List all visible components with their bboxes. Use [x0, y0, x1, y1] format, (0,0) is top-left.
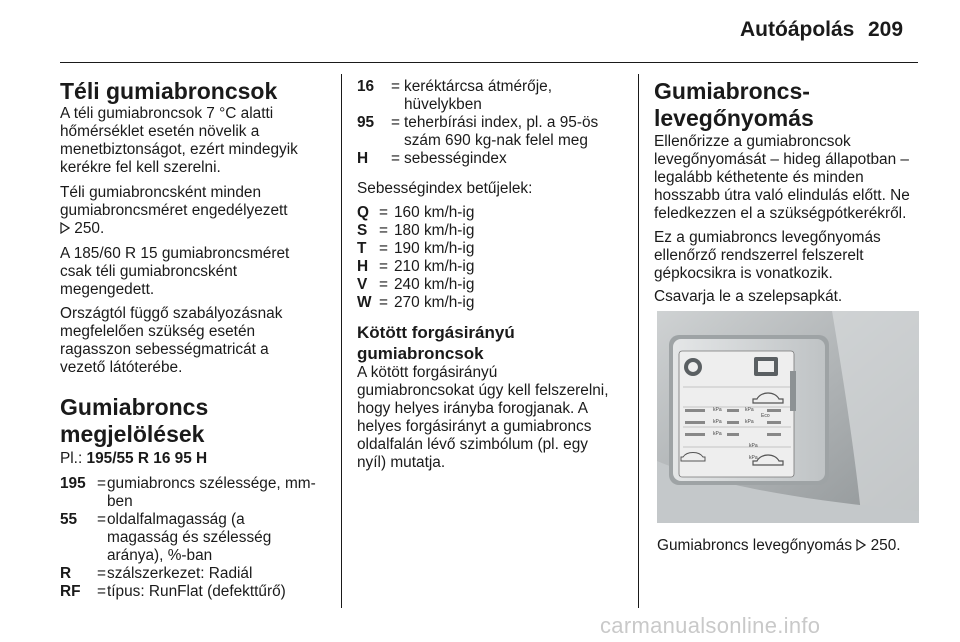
definition-equals: =	[391, 78, 400, 95]
speed-equals: =	[379, 204, 388, 221]
text-line: hüvelykben	[404, 96, 482, 113]
text-line: levegőnyomását – hideg állapotban –	[654, 151, 909, 168]
text-line: ellenőrző rendszerrel felszerelt	[654, 247, 864, 264]
speed-key: T	[357, 240, 367, 257]
text-line: menetbiztonságot, ezért mindegyik	[60, 141, 298, 158]
speed-equals: =	[379, 258, 388, 275]
label-eco: Eco	[761, 413, 770, 419]
page-reference[interactable]	[856, 537, 900, 554]
definition-equals: =	[97, 565, 106, 582]
text-line: legalább kéthetente és minden	[654, 169, 864, 186]
text-line: ben	[107, 493, 133, 510]
definition-key: R	[60, 565, 72, 582]
paragraph-winter-4	[60, 305, 282, 377]
text-line: megengedett.	[60, 281, 155, 298]
label-unit: kPa	[745, 407, 754, 413]
ref-triangle-icon	[60, 222, 70, 234]
speed-key: H	[357, 258, 369, 275]
page-number: 209	[868, 18, 904, 41]
running-header-title: Autóápolás	[740, 18, 855, 41]
paragraph-winter-2	[60, 184, 288, 238]
heading-winter-tyres: Téli gumiabroncsok	[60, 78, 278, 104]
reference-page: 250.	[74, 220, 105, 237]
text-line: kerékre fel kell szerelni.	[60, 159, 221, 176]
heading-line: Gumiabroncs-	[654, 78, 810, 104]
speed-equals: =	[379, 276, 388, 293]
text-line: szálszerkezet: Radiál	[107, 565, 253, 582]
definition-value	[404, 78, 634, 114]
speed-equals: =	[379, 294, 388, 311]
heading-line: megjelölések	[60, 421, 205, 447]
speed-value: 160 km/h-ig	[394, 204, 475, 221]
definition-equals: =	[391, 114, 400, 131]
label-unit: kPa	[745, 419, 754, 425]
example-value: 195/55 R 16 95 H	[86, 450, 208, 467]
speed-value: 210 km/h-ig	[394, 258, 475, 275]
text-line: sebességindex	[404, 150, 507, 167]
definition-key: 55	[60, 511, 78, 528]
paragraph-directional	[357, 364, 637, 472]
text-line: feledkezzen el a szükségpótkerékről.	[654, 205, 907, 222]
text-line: keréktárcsa átmérője,	[404, 78, 552, 95]
text-line: helyes forgásirányt a gumiabroncs	[357, 418, 592, 435]
definition-value	[107, 511, 337, 565]
text-line: csak téli gumiabroncsként	[60, 263, 238, 280]
paragraph-pressure-1	[654, 133, 949, 223]
label-unit: kPa	[713, 407, 722, 413]
definition-key: 195	[60, 475, 86, 492]
example-prefix: Pl.:	[60, 450, 83, 467]
definition-value	[107, 475, 337, 511]
definition-equals: =	[97, 475, 106, 492]
caption-text: Gumiabroncs levegőnyomás	[657, 537, 853, 554]
label-unit: kPa	[713, 419, 722, 425]
definition-key: 95	[357, 114, 375, 131]
text-line: oldalfalmagasság (a	[107, 511, 245, 528]
watermark: carmanualsonline.info	[600, 613, 821, 638]
definition-value	[404, 114, 634, 150]
text-line: oldalfalán lévő szimbólum (pl. egy	[357, 436, 588, 453]
text-line: szám 690 kg-nak felel meg	[404, 132, 588, 149]
text-line: hosszabb útra való elindulás előtt. Ne	[654, 187, 910, 204]
ref-triangle-icon	[856, 539, 866, 551]
door-pillar-illustration	[657, 311, 919, 523]
heading-tyre-pressure	[654, 78, 814, 132]
example-line	[60, 450, 207, 468]
paragraph-winter-1	[60, 105, 298, 177]
text-line: nyíl) mutatja.	[357, 454, 446, 471]
heading-directional-tyres	[357, 322, 515, 364]
text-line: gumiabroncs szélessége, mm-	[107, 475, 316, 492]
page-reference[interactable]	[60, 220, 288, 238]
definition-key: RF	[60, 583, 81, 600]
text-line: gépkocsikra is vonatkozik.	[654, 265, 833, 282]
speed-key: V	[357, 276, 368, 293]
label-unit: kPa	[749, 443, 758, 449]
reference-page: 250.	[870, 537, 901, 554]
text-line: Ez a gumiabroncs levegőnyomás	[654, 229, 881, 246]
label-unit: kPa	[749, 455, 758, 461]
heading-line: levegőnyomás	[654, 105, 814, 131]
text-line: gumiabroncsokat úgy kell felszerelni,	[357, 382, 609, 399]
text-line: Ellenőrizze a gumiabroncsok	[654, 133, 851, 150]
speed-index-intro: Sebességindex betűjelek:	[357, 180, 533, 197]
text-line: gumiabroncsméret engedélyezett	[60, 202, 288, 219]
speed-value: 190 km/h-ig	[394, 240, 475, 257]
definition-key: 16	[357, 78, 375, 95]
heading-line: gumiabroncsok	[357, 344, 484, 363]
label-unit: kPa	[713, 431, 722, 437]
text-line: hogy helyes irányba forogjanak. A	[357, 400, 589, 417]
text-line: Téli gumiabroncsként minden	[60, 184, 262, 201]
definition-key: H	[357, 150, 369, 167]
definition-value	[107, 565, 337, 583]
text-line: megfelelően szükség esetén	[60, 323, 256, 340]
photo-caption	[657, 537, 901, 555]
text-line: Országtól függő szabályozásnak	[60, 305, 283, 322]
column-divider-2	[638, 74, 639, 608]
definition-value	[404, 150, 634, 168]
definition-equals: =	[391, 150, 400, 167]
text-line: teherbírási index, pl. a 95-ös	[404, 114, 599, 131]
speed-key: W	[357, 294, 372, 311]
paragraph-pressure-2	[654, 229, 881, 283]
speed-key: Q	[357, 204, 369, 221]
text-line: hőmérséklet esetén növelik a	[60, 123, 260, 140]
speed-value: 270 km/h-ig	[394, 294, 475, 311]
column-divider-1	[341, 74, 342, 608]
definition-equals: =	[97, 583, 106, 600]
tyre-pressure-label-photo	[657, 311, 919, 523]
heading-line: Kötött forgásirányú	[357, 323, 515, 342]
paragraph-pressure-3: Csavarja le a szelepsapkát.	[654, 288, 843, 305]
text-line: A 185/60 R 15 gumiabroncsméret	[60, 245, 290, 262]
speed-equals: =	[379, 240, 388, 257]
speed-key: S	[357, 222, 368, 239]
text-line: A téli gumiabroncsok 7 °C alatti	[60, 105, 274, 122]
speed-value: 240 km/h-ig	[394, 276, 475, 293]
text-line: típus: RunFlat (defekttűrő)	[107, 583, 286, 600]
speed-equals: =	[379, 222, 388, 239]
speed-value: 180 km/h-ig	[394, 222, 475, 239]
text-line: ragasszon sebességmatricát a	[60, 341, 269, 358]
text-line: vezető látóterébe.	[60, 359, 183, 376]
text-line: A kötött forgásirányú	[357, 364, 498, 381]
header-rule	[60, 62, 918, 63]
paragraph-winter-3	[60, 245, 289, 299]
heading-tyre-markings	[60, 394, 208, 448]
heading-line: Gumiabroncs	[60, 394, 209, 420]
definition-equals: =	[97, 511, 106, 528]
definition-value	[107, 583, 337, 601]
text-line: magasság és szélesség	[107, 529, 272, 546]
text-line: aránya), %-ban	[107, 547, 213, 564]
